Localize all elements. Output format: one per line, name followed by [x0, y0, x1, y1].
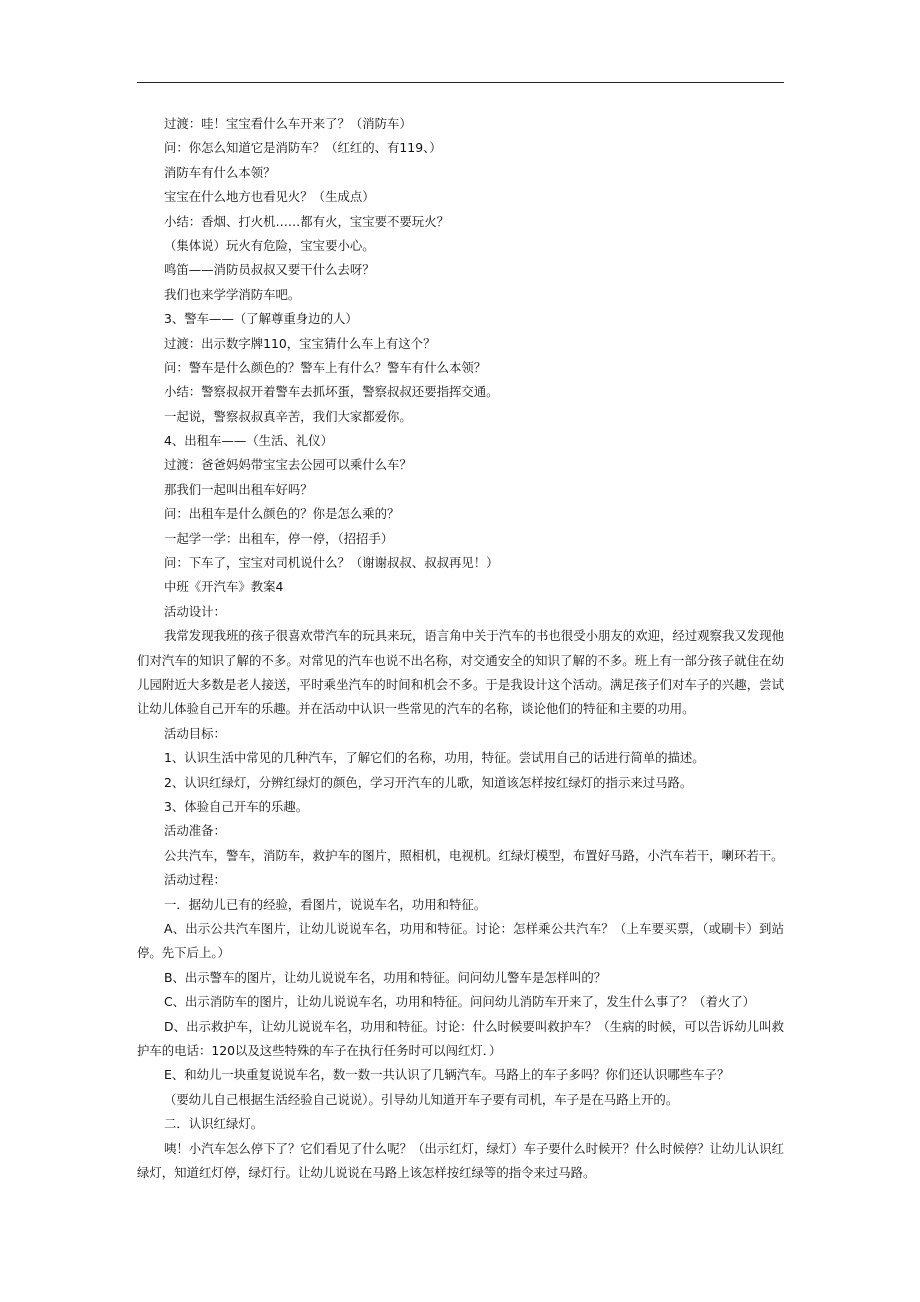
section-heading: 活动设计：: [164, 603, 226, 619]
text-line: 宝宝在什么地方也看见火？（生成点）: [164, 189, 375, 205]
section-e: [137, 1063, 784, 1136]
text-line: 问：你怎么知道它是消防车？（红红的、有119、）: [164, 140, 442, 156]
text-line: 那我们一起叫出租车好吗？: [164, 481, 313, 497]
text-line: 消防车有什么本领？: [164, 164, 276, 180]
text-line: 一起说，警察叔叔真辛苦，我们大家都爱你。: [164, 408, 412, 424]
text-line: 过渡：出示数字牌110，宝宝猜什么车上有这个？: [164, 335, 436, 351]
text-line: （集体说）玩火有危险，宝宝要小心。: [164, 237, 375, 253]
text-line: 小结：警察叔叔开着警车去抓坏蛋，警察叔叔还要指挥交通。: [164, 384, 499, 400]
lesson-title: 中班《开汽车》教案4: [164, 579, 284, 595]
text-line: 鸣笛——消防员叔叔又要干什么去呀？: [164, 262, 375, 278]
text-line: B、出示警车的图片，让幼儿说说车名，功用和特征。问问幼儿警车是怎样叫的？: [164, 969, 607, 985]
section-heading: 活动目标：: [164, 725, 226, 741]
section-fire-truck: [137, 112, 784, 624]
text-line: 一起学一学：出租车，停一停，（招招手）: [164, 530, 394, 546]
paragraph-traffic-light: 咦！小汽车怎么停下了？它们看见了什么呢？（出示红灯，绿灯）车子要什么时候开？什么时候停？让幼儿认识红绿灯，知道红灯停，绿灯行。让幼儿说说在马路上该怎样按红绿等的指令来过马路。: [137, 1140, 784, 1180]
section-bc: [137, 966, 784, 1015]
section-goals: [137, 722, 784, 917]
text-line: 3、体验自己开车的乐趣。: [164, 799, 309, 814]
text-line: （要幼儿自己根据生活经验自己说说）。引导幼儿知道开车子要有司机，车子是在马路上开的。: [164, 1091, 679, 1107]
document-body: [137, 112, 784, 1185]
text-line: 问：出租车是什么颜色的？你是怎么乘的？: [164, 506, 400, 522]
section-heading: 活动准备：: [164, 823, 226, 839]
text-line: 3、警车——（了解尊重身边的人）: [164, 311, 358, 327]
text-line: 过渡：哇！宝宝看什么车开来了？（消防车）: [164, 116, 412, 131]
text-line: 问：下车了，宝宝对司机说什么？（谢谢叔叔、叔叔再见！）: [164, 555, 499, 571]
text-line: 2、认识红绿灯，分辨红绿灯的颜色，学习开汽车的儿歌，知道该怎样按红绿灯的指示来过马路。: [164, 774, 693, 790]
section-heading: 二．认识红绿灯。: [164, 1116, 264, 1132]
text-line: 过渡：爸爸妈妈带宝宝去公园可以乘什么车？: [164, 457, 412, 473]
text-line: 问：警车是什么颜色的？警车上有什么？警车有什么本领？: [164, 359, 487, 375]
text-line: 4、出租车——（生活、礼仪）: [164, 433, 333, 449]
paragraph-ambulance: D、出示救护车，让幼儿说说车名，功用和特征。讨论：什么时候要叫救护车？（生病的时候，可以告诉幼儿叫救护车的电话：120以及这些特殊的车子在执行任务时可以闯红灯．）: [137, 1018, 784, 1058]
text-line: 我们也来学学消防车吧。: [164, 286, 301, 302]
paragraph-bus: A、出示公共汽车图片，让幼儿说说车名，功用和特征。讨论：怎样乘公共汽车？（上车要买票，（或刷卡）到站停。先下后上。）: [137, 920, 784, 961]
paragraph-activity-design: 我常发现我班的孩子很喜欢带汽车的玩具来玩，语言角中关于汽车的书也很受小朋友的欢迎，经过观察我又发现他们对汽车的知识了解的不多。对常见的汽车也说不出名称，对交通安全的知识了解的不多。班上有一部分孩子就住在幼儿园附近大多数是老人接送，平时乘坐汽车的时间和机会不多。于是我设计这个活动。满足孩子们对车子的兴趣，尝试让幼儿体验自己开车的乐趣。并在活动中认识一些常见的汽车的名称，谈论他们的特征和主要的功用。: [137, 628, 784, 717]
header-rule: [137, 82, 784, 83]
text-line: C、出示消防车的图片，让幼儿说说车名，功用和特征。问问幼儿消防车开来了，发生什么事了？（着火了）: [164, 994, 756, 1010]
text-line: 公共汽车，警车，消防车，救护车的图片，照相机，电视机。红绿灯模型，布置好马路，小汽车若干，喇环若干。: [164, 847, 784, 863]
section-heading: 活动过程：: [164, 872, 226, 888]
text-line: 一．据幼儿已有的经验，看图片，说说车名，功用和特征。: [164, 896, 487, 912]
text-line: 1、认识生活中常见的几种汽车，了解它们的名称，功用，特征。尝试用自己的话进行简单的描述。: [164, 750, 705, 766]
text-line: E、和幼儿一块重复说说车名，数一数一共认识了几辆汽车。马路上的车子多吗？你们还认识哪些车子？: [164, 1067, 730, 1083]
text-line: 小结：香烟、打火机……都有火，宝宝要不要玩火？: [164, 213, 449, 229]
